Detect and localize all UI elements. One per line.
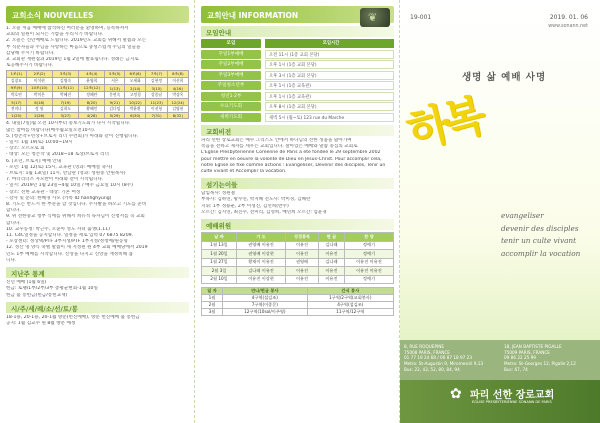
roster-cell: 10조(10): [26, 85, 52, 92]
text-line: 지휘: 1부 정용운, 2부 이성진, 김선희(반주): [201, 203, 289, 209]
text-line: 공지: 1월 김교수 원 8월 방문 예정: [6, 320, 76, 326]
roster-cell: 박미은: [26, 92, 52, 99]
worship-row: [201, 81, 394, 91]
worship-schedule: [201, 39, 394, 122]
table-cell: 이유진: [286, 250, 319, 259]
table-cell: 정예기: [344, 275, 393, 284]
roster-cell: 8조(8): [167, 71, 188, 78]
worship-name: 청년1·2부: [201, 92, 261, 101]
table-header-cell: 헌 금: [318, 233, 344, 242]
servants-section-title: 섬기는이들: [201, 178, 394, 189]
table-cell: 이유진: [286, 267, 319, 276]
text-line: tenir un culte vivant: [501, 236, 577, 245]
table-cell: 이유진: [318, 250, 344, 259]
worship-row: [201, 92, 394, 102]
roster-cell: 정혜란: [79, 92, 105, 99]
text-line: 6. [포넌, 브토지] 예배 안내: [6, 158, 62, 164]
roster-table: [6, 70, 189, 119]
roster-cell: 1조(1): [7, 71, 27, 78]
roster-cell: 김현정: [146, 78, 167, 85]
table-cell: 2월 10일: [202, 275, 237, 284]
table-cell: 1월 13일: [202, 241, 237, 250]
roster-cell: 7(31): [146, 112, 167, 119]
text-line: pour mettre en oeuvre la volonte de Dieu en Jesus-Christ. Pour accomplir cela,: [201, 156, 382, 162]
text-line: - 포넌: 1월 12(토) 15시, 교육관 (영과: 예배설 축사): [6, 164, 113, 170]
roster-cell: 11(23): [146, 99, 167, 106]
table-cell: 1월 20일: [202, 250, 237, 259]
text-line: - 포장센터: 정상택/PTF 3부지성/PTF 1부지성/정청예/원동형: [6, 239, 128, 245]
table-row: [202, 250, 394, 259]
text-line: L'Eglise Presbyterienne Coreenne de Paris a ete fondee le 29 septembre 2002: [201, 150, 381, 156]
text-line: 년도 1부 예배를 시작합니다. 신앙을 다지고 신앙을 재정비해 봅: [6, 251, 134, 257]
cover-panel: [400, 0, 600, 423]
theme-title: 생명 삶 예배 사명: [462, 72, 547, 83]
text-line: 5. [청존작+빈상+브토지 리더 수련회]가 아래와 같이 진행됩니다.: [6, 133, 139, 139]
worship-col-time: 모임시간: [265, 39, 394, 48]
table-cell: 1구역/2구역(교회봉사): [307, 295, 393, 302]
text-line: 9. 위 선한중교 청부 식에를 위해서 희유적 독자님이 신청서를 꼭 교회: [6, 214, 145, 220]
table-header-cell: 성경봉독: [286, 233, 319, 242]
worship-time: 오후 8시 (1층 교회 본당): [265, 102, 394, 111]
roster-cell: 이선희: [167, 78, 188, 85]
duty-table: [201, 232, 394, 284]
text-line: 합니다.: [6, 208, 21, 214]
table-cell: 12구역(10sol/이주영): [223, 309, 308, 316]
table-cell: 1월 27일: [202, 258, 237, 267]
text-line: 토공해주시기 바랍니다.: [6, 63, 54, 69]
worship-row: [201, 102, 394, 112]
calligraphy-title: 하복: [402, 90, 486, 158]
table-cell: 권영배: [286, 258, 319, 267]
text-line: Metro: St-Georges 12, Pigalle 2,12: [504, 361, 576, 367]
worship-name: 주일3부예배: [201, 71, 261, 80]
text-line: evangeliser: [501, 211, 544, 220]
text-line: - 장소: 선한 교육관 - 대상: 기혼 여성: [6, 189, 81, 195]
roster-cell: 1(25): [7, 112, 27, 119]
table-row: [202, 267, 394, 276]
roster-cell: 12조(12): [79, 85, 105, 92]
roster-cell: 3(15): [146, 85, 167, 92]
table-cell: 4구역(섬김조): [307, 302, 393, 309]
table-row: [202, 309, 394, 316]
roster-cell: 8(20): [79, 99, 105, 106]
roster-row: [7, 92, 189, 99]
worship-name: 수요기도회: [201, 102, 261, 111]
text-line: 09 86 22 25 99: [504, 355, 536, 361]
roster-cell: 12(24): [167, 99, 188, 106]
news-header: 교회소식 NOUVELLES: [6, 6, 189, 23]
staff-list: [201, 191, 394, 216]
text-line: - 일시: 1월 19(토) 10:00~19시: [6, 140, 73, 146]
notes-list: [6, 315, 189, 327]
roster-cell: 박혜진: [52, 92, 78, 99]
roster-cell: 5조(5): [105, 71, 125, 78]
text-line: 교회의 일원이 되시는 기쁨을 누리시기 바랍니다.: [6, 32, 104, 38]
table-header-cell: 찬 양: [344, 233, 393, 242]
duty-section-title: 예배위원: [201, 219, 394, 230]
roster-cell: 9조(9): [7, 85, 27, 92]
table-row: [202, 302, 394, 309]
table-header-cell: 기 도: [237, 233, 286, 242]
table-header-cell: 일 자: [202, 288, 223, 295]
table-header-cell: 날 짜: [202, 233, 237, 242]
table-cell: 이유진 이유진: [344, 258, 393, 267]
roster-cell: 10(22): [125, 99, 146, 106]
text-line: 합니다.: [6, 220, 21, 226]
meal-table: [201, 287, 394, 316]
roster-cell: 황혜인: [79, 105, 105, 112]
table-cell: 2월: [202, 302, 223, 309]
roster-cell: 박상옥: [167, 92, 188, 99]
notes-section-title: 시/주/세/례/소/선/토/봉: [6, 302, 189, 313]
worship-time: 오후 1시 (1층 교육관): [265, 81, 394, 90]
table-cell: 정예기: [344, 250, 393, 259]
text-line: 담임목사: 성원철: [201, 191, 236, 197]
worship-name: 주일1부예배: [201, 50, 261, 59]
text-line: 12. 성산 명 양식 축별 말씀이 새 지성원 원 4부 교회 예배당에서 2019: [6, 245, 148, 251]
text-line: 18-1용, 20-1용, 20-1월 방문(헌신예배), 방문 헌신예배 불 봉헌금: [6, 314, 140, 320]
roster-cell: 김다임: [105, 105, 125, 112]
text-line: - 장소: 오르모로 회: [6, 146, 45, 152]
text-line: 8. 기도는 반드시 한 부분을 할 것입니다. 주사발을 하오고 기도를 준비: [6, 202, 147, 208]
text-line: - 일시: 2019년 1월 23일~4월 10일 / 매주 금요일 10시 (8주): [6, 183, 133, 189]
staff-section-title: 교회비전: [201, 125, 394, 136]
text-line: 많은 참여를 바랍니다(매주월요일오전10시).: [6, 127, 96, 133]
roster-cell: 김창요: [7, 78, 27, 85]
worship-time: 오전 11시 (1층 교회 본당): [265, 50, 394, 59]
worship-row: [201, 113, 394, 123]
roster-cell: 강종남: [146, 92, 167, 99]
roster-cell: 3조(3): [52, 71, 78, 78]
roster-cell: 4(28): [79, 112, 105, 119]
church-name: 파리 선한 장로교회: [470, 390, 555, 401]
text-line: Bus: 22, 43, 52, 80, 84, 94: [404, 366, 460, 372]
roster-cell: 이석현: [26, 78, 52, 85]
table-row: [202, 258, 394, 267]
info-panel: [195, 0, 400, 423]
text-line: 파리 선한 장로교회는 예수 그리스도 안에서 하나님의 선한 성품을 닮아가며: [201, 138, 352, 143]
text-line: 75009 PARIS, FRANCE: [504, 349, 550, 355]
text-line: accomplir la vocation: [501, 248, 581, 258]
table-cell: 정예기: [344, 241, 393, 250]
leaf-photo-icon: ❦: [360, 8, 390, 27]
news-panel: [0, 0, 195, 423]
table-cell: 김나래: [318, 241, 344, 250]
table-cell: 2월 3일: [202, 267, 237, 276]
text-line: 3. 교회관 재편접과 2019년 1월 2일에 발표됩니다. 성례는 금지로: [6, 57, 139, 63]
roster-cell: 9(21): [105, 99, 125, 106]
roster-cell: 5(29): [105, 112, 125, 119]
table-cell: 이유진: [286, 241, 319, 250]
church-subtitle: EGLISE PRESBYTERIENNE SONANN DE PARIS: [472, 400, 552, 404]
table-cell: 7구역(이종문): [223, 302, 308, 309]
roster-row: [7, 112, 189, 119]
table-cell: 11구역/12구역: [307, 309, 393, 316]
roster-cell: 6(18): [26, 99, 52, 106]
text-line: 부목사: 김하연, 황수연, 박지혜 전도사: 박미경, 김혜란: [201, 197, 311, 203]
text-line: Bus: 67, 74: [504, 366, 528, 372]
worship-name: 새벽기도회: [201, 113, 261, 122]
roster-cell: 2조(2): [26, 71, 52, 78]
table-cell: 이유진 이상현: [237, 275, 286, 284]
worship-name: 주일청소년부: [201, 81, 261, 90]
text-line: 10. 교우동정: 박근주, 오윤아 성도 자녀 출생(1.11): [6, 226, 110, 232]
text-line: 2. 오늘은 신년예배로 드립니다. 2019년도 교회를 위해서 말씀과 모든: [6, 38, 147, 44]
roster-row: [7, 85, 189, 92]
roster-cell: 박윤환: [125, 105, 146, 112]
website-link[interactable]: www.sonann.net: [548, 24, 588, 29]
table-cell: 권영배 이상현: [237, 250, 286, 259]
church-logo-icon: ✿: [450, 386, 462, 402]
roster-cell: 2(26): [26, 112, 52, 119]
worship-row: [201, 71, 394, 81]
roster-cell: 2(14): [125, 85, 146, 92]
worship-time: 오후 1시 (1층 교육관): [265, 92, 394, 101]
worship-name: 주일2부예배: [201, 60, 261, 69]
roster-cell: 3(27): [52, 112, 78, 119]
text-line: Metro: St-Augustin 9, Miromesnil 9,13: [404, 361, 484, 367]
text-line: - 대상: 모든 청존작 및 2018~18 토상/브토지 리더: [6, 152, 109, 158]
text-line: 75008 PARIS, FRANCE: [404, 349, 450, 355]
roster-cell: 4(16): [167, 85, 188, 92]
issue-date: 2019. 01. 06: [549, 14, 588, 21]
worship-time: 오후 3시 (1층 교회 본당): [265, 71, 394, 80]
roster-row: [7, 105, 189, 112]
text-line: 8, RUE ROQUEPINE: [404, 344, 445, 349]
text-line: 부 직분자들과 주님을 사랑하는 마음으로 충성스럽게 주님의 일들을: [6, 44, 141, 50]
roster-cell: 1(13): [105, 85, 125, 92]
table-header-cell: 만나/헌금 봉사: [223, 288, 308, 295]
text-line: 니다.: [6, 257, 17, 263]
roster-cell: 7(19): [52, 99, 78, 106]
text-line: 01 77 19 24 68 / 06 87 18 97 23: [404, 355, 473, 361]
roster-cell: 4조(4): [79, 71, 105, 78]
motto-list: [501, 210, 580, 260]
text-line: 복음을 전하고 제자를 세우는 교회입니다. 살아있는 예배와 말씀 중심의 교회로: [201, 144, 358, 150]
table-row: [202, 275, 394, 284]
worship-time: 오후 1시 (1층 교회 본당): [265, 60, 394, 69]
table-cell: 이유진: [318, 267, 344, 276]
text-line: 7. 마더리더즈 자모반이 아래와 같이 시작됩니다.: [6, 177, 104, 183]
text-line: 오르간: 김지연, 최진수, 전미리, 김영희, 배민희 오르간: 엄윤경: [201, 209, 327, 215]
table-cell: 4구역(섬김조): [223, 295, 308, 302]
roster-cell: 김명현: [167, 105, 188, 112]
info-header-title: 교회안내 INFORMATION: [207, 11, 299, 20]
text-line: 4. 내일(7일)월 오전 10시부터 중보기도회가 다시 시작됩니다.: [6, 121, 131, 127]
table-cell: 이유진 이유진: [344, 267, 393, 276]
worship-row: [201, 50, 394, 60]
text-line: 감당해 주시기 바랍니다.: [6, 50, 55, 56]
news-list-1: [6, 26, 189, 69]
roster-cell: 전미나: [7, 105, 27, 112]
roster-cell: 윤영희: [79, 78, 105, 85]
address-left: [404, 344, 483, 373]
text-line: - 브토지: 1월 13(일) 11시, 만남관 (영과: 성원중 안원목사): [6, 171, 126, 177]
table-cell: 김나래 이유진: [237, 267, 286, 276]
worship-header-row: [201, 39, 394, 49]
roster-cell: 김명숙: [52, 78, 78, 85]
issue-number: 19-001: [410, 14, 432, 21]
table-row: [202, 241, 394, 250]
roster-cell: 고정경: [125, 92, 146, 99]
text-line: 18, JEAN BAPTISTE PIGALLE: [504, 344, 562, 349]
table-header-row: [202, 288, 394, 295]
roster-cell: 6(30): [125, 112, 146, 119]
roster-row: [7, 78, 189, 85]
worship-row: [201, 60, 394, 70]
text-line: culte vivant et Accomplir la vocation.: [201, 169, 287, 175]
vision-text: [201, 138, 394, 175]
text-line: 헌금 불 봉헌금(헌금/봉헌교재): [6, 292, 68, 298]
text-line: 헌금: 토랭/1부/2부/3부 총평균현회-1월 10일: [6, 286, 98, 292]
table-header-cell: 간식 봉사: [307, 288, 393, 295]
text-line: 신년 예배 (1월 6일): [6, 280, 47, 286]
worship-section-title: 모임안내: [201, 26, 394, 37]
roster-cell: 이선형: [146, 105, 167, 112]
roster-cell: 오세화: [125, 78, 146, 85]
table-header-row: [202, 233, 394, 242]
roster-cell: 서은: [105, 78, 125, 85]
news-list-2: [6, 121, 189, 264]
roster-cell: 김희도: [52, 105, 78, 112]
roster-row: [7, 71, 189, 78]
stats-section-title: 지난주 통계: [6, 267, 189, 278]
table-cell: 1월: [202, 295, 223, 302]
roster-cell: 6조(6): [125, 71, 146, 78]
table-cell: 황재이 이유진: [237, 258, 286, 267]
roster-cell: 7조(7): [146, 71, 167, 78]
text-line: - 강사 및 문의: 한혜경 사모 (카톡 ID hanhghyung): [6, 195, 112, 201]
roster-cell: 5(17): [7, 99, 27, 106]
text-line: 1. 오늘 처음 예배에 참석하신 여러분을 환영하며, 등록하셔서: [6, 26, 129, 31]
address-right: [504, 344, 576, 373]
worship-time: 새벽 5시 (월~토) 123 rue du Marche: [265, 113, 394, 122]
roster-cell: 문연숙: [105, 92, 125, 99]
table-cell: 권영배 이유진: [237, 241, 286, 250]
text-line: notre Eglise se fixe comme actions : Evangeliser, Devenir des disciples, Tenir un: [201, 162, 386, 168]
roster-cell: 정 원: [26, 105, 52, 112]
table-cell: 김나래: [318, 258, 344, 267]
worship-col-meeting: 모임: [201, 39, 261, 48]
roster-cell: 8(32): [167, 112, 188, 119]
text-line: devenir des disciples: [501, 223, 579, 233]
roster-cell: 박호연: [7, 92, 27, 99]
text-line: 11. C4C일정을 공지합니다. 일정을 세로 입력 07 6875 8209.: [6, 233, 134, 239]
stats-list: [6, 280, 189, 299]
table-cell: 이유진: [286, 275, 319, 284]
roster-cell: 11조(11): [52, 85, 78, 92]
info-header: [201, 6, 394, 23]
table-cell: 이유진: [318, 275, 344, 284]
table-cell: 3월: [202, 309, 223, 316]
table-row: [202, 295, 394, 302]
